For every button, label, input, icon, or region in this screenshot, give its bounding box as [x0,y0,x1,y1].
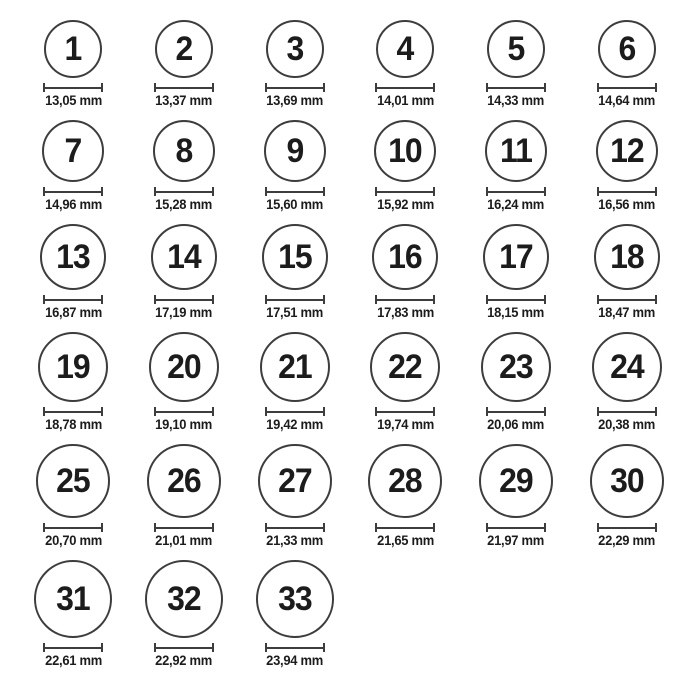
measure-tick-right-icon [433,295,435,304]
ring-size-number: 8 [175,132,193,170]
measure-line [265,87,325,89]
measure-tick-right-icon [544,83,546,92]
measure-tick-right-icon [655,523,657,532]
ring-size-number: 14 [167,238,201,276]
ring-circle [36,444,110,518]
ring-size-cell [129,560,240,668]
diameter-label: 14,64 mm [598,93,656,108]
ring-size-number: 28 [388,462,423,500]
ring-circle [368,444,442,518]
ring-circle [40,224,106,290]
ring-circle [372,224,438,290]
ring-circle [153,120,215,182]
ring-size-number: 29 [499,462,533,500]
ring-size-cell [239,224,350,320]
ring-size-cell [461,444,572,548]
measure-tick-right-icon [433,83,435,92]
ring-circle [145,560,223,638]
ring-size-cell [571,120,682,212]
diameter-measure-line [43,187,103,196]
ring-size-number: 11 [500,132,532,170]
measure-line [486,299,546,301]
ring-circle [151,224,217,290]
measure-line [486,191,546,193]
ring-circle [258,444,332,518]
ring-size-number: 2 [175,30,193,68]
diameter-measure-line [154,83,214,92]
ring-size-cell [129,224,240,320]
ring-circle [592,332,662,402]
ring-size-cell [239,120,350,212]
measure-line [375,87,435,89]
diameter-label: 20,06 mm [487,417,545,432]
diameter-label: 19,42 mm [266,417,324,432]
diameter-label: 18,15 mm [487,305,545,320]
ring-size-cell [571,332,682,432]
diameter-measure-line [486,523,546,532]
measure-line [597,191,657,193]
diameter-label: 13,69 mm [266,93,324,108]
ring-circle [262,224,328,290]
ring-circle [598,20,656,78]
diameter-label: 13,37 mm [155,93,213,108]
diameter-measure-line [486,83,546,92]
ring-circle [485,120,547,182]
diameter-measure-line [375,83,435,92]
measure-line [43,191,103,193]
measure-line [265,527,325,529]
diameter-measure-line [597,407,657,416]
measure-tick-right-icon [101,83,103,92]
ring-size-cell [129,20,240,108]
ring-size-cell [350,332,461,432]
diameter-measure-line [265,407,325,416]
measure-line [265,191,325,193]
ring-size-cell [461,224,572,320]
ring-size-number: 5 [507,30,525,68]
diameter-measure-line [265,643,325,652]
diameter-measure-line [265,187,325,196]
measure-line [265,647,325,649]
measure-tick-right-icon [655,187,657,196]
ring-size-number: 3 [286,30,304,68]
ring-size-number: 19 [56,348,91,386]
measure-tick-right-icon [433,407,435,416]
ring-size-number: 21 [277,348,312,386]
ring-size-number: 12 [609,132,644,170]
ring-size-number: 17 [499,238,533,276]
measure-tick-right-icon [101,523,103,532]
ring-size-cell [18,224,129,320]
measure-line [597,527,657,529]
ring-circle [374,120,436,182]
ring-size-number: 4 [396,30,414,68]
measure-tick-right-icon [433,523,435,532]
measure-tick-right-icon [544,523,546,532]
ring-circle [370,332,440,402]
ring-size-cell [461,332,572,432]
ring-size-number: 7 [64,132,82,170]
ring-size-number: 6 [618,30,636,68]
diameter-label: 15,28 mm [155,197,213,212]
diameter-measure-line [486,295,546,304]
measure-line [265,299,325,301]
measure-tick-right-icon [212,523,214,532]
ring-size-number: 26 [167,462,201,500]
measure-line [375,299,435,301]
ring-circle [266,20,324,78]
measure-line [265,411,325,413]
ring-size-number: 10 [388,132,423,170]
diameter-label: 19,74 mm [376,417,434,432]
diameter-label: 17,51 mm [266,305,324,320]
measure-tick-right-icon [655,295,657,304]
diameter-label: 22,29 mm [598,533,656,548]
diameter-measure-line [597,523,657,532]
measure-line [375,411,435,413]
measure-tick-right-icon [212,643,214,652]
ring-circle [147,444,221,518]
diameter-measure-line [43,83,103,92]
diameter-measure-line [154,407,214,416]
measure-tick-right-icon [212,83,214,92]
ring-size-cell [18,20,129,108]
ring-size-cell [239,560,350,668]
diameter-measure-line [265,83,325,92]
ring-size-number: 31 [56,580,91,618]
ring-size-cell [18,120,129,212]
diameter-measure-line [154,523,214,532]
diameter-measure-line [597,295,657,304]
ring-size-number: 33 [277,580,312,618]
measure-tick-right-icon [101,295,103,304]
diameter-label: 22,92 mm [155,653,213,668]
ring-size-number: 20 [167,348,201,386]
ring-circle [38,332,108,402]
ring-size-cell [350,20,461,108]
diameter-label: 21,97 mm [487,533,545,548]
ring-size-cell [129,332,240,432]
ring-size-number: 9 [286,132,304,170]
diameter-measure-line [43,295,103,304]
diameter-label: 18,47 mm [598,305,656,320]
diameter-measure-line [265,295,325,304]
ring-size-cell [239,20,350,108]
ring-size-cell [461,120,572,212]
ring-size-cell [571,224,682,320]
measure-line [43,527,103,529]
ring-circle [264,120,326,182]
diameter-measure-line [43,407,103,416]
diameter-measure-line [375,407,435,416]
measure-line [43,87,103,89]
diameter-measure-line [375,295,435,304]
ring-circle [487,20,545,78]
ring-circle [590,444,664,518]
diameter-measure-line [597,187,657,196]
measure-line [597,87,657,89]
diameter-label: 20,70 mm [44,533,102,548]
diameter-measure-line [597,83,657,92]
measure-line [154,647,214,649]
measure-tick-right-icon [323,187,325,196]
diameter-label: 22,61 mm [44,653,102,668]
diameter-measure-line [43,523,103,532]
ring-size-number: 18 [609,238,644,276]
ring-size-cell [571,444,682,548]
measure-tick-right-icon [212,295,214,304]
ring-circle [483,224,549,290]
diameter-measure-line [375,523,435,532]
measure-line [154,87,214,89]
diameter-measure-line [486,187,546,196]
measure-line [375,527,435,529]
ring-size-cell [350,444,461,548]
ring-size-number: 22 [388,348,423,386]
ring-circle [481,332,551,402]
ring-size-number: 25 [56,462,91,500]
ring-size-number: 32 [167,580,201,618]
measure-line [597,411,657,413]
ring-circle [376,20,434,78]
measure-tick-right-icon [323,295,325,304]
measure-tick-right-icon [212,407,214,416]
measure-tick-right-icon [101,643,103,652]
ring-size-number: 30 [609,462,644,500]
diameter-measure-line [154,295,214,304]
ring-size-cell [239,444,350,548]
ring-circle [479,444,553,518]
diameter-label: 15,92 mm [376,197,434,212]
ring-circle [594,224,660,290]
ring-size-number: 27 [277,462,312,500]
diameter-label: 23,94 mm [266,653,324,668]
diameter-label: 21,33 mm [266,533,324,548]
measure-line [154,191,214,193]
measure-line [43,299,103,301]
ring-size-number: 16 [388,238,423,276]
diameter-label: 13,05 mm [44,93,102,108]
ring-size-cell [18,560,129,668]
measure-line [43,411,103,413]
ring-size-number: 13 [56,238,91,276]
ring-size-cell [350,120,461,212]
ring-size-cell [18,444,129,548]
ring-circle [149,332,219,402]
ring-size-number: 23 [499,348,533,386]
diameter-label: 16,87 mm [44,305,102,320]
diameter-measure-line [375,187,435,196]
measure-tick-right-icon [433,187,435,196]
diameter-label: 14,33 mm [487,93,545,108]
ring-size-cell [239,332,350,432]
ring-size-cell [18,332,129,432]
measure-tick-right-icon [101,187,103,196]
diameter-measure-line [265,523,325,532]
ring-size-cell [461,20,572,108]
ring-size-cell [571,20,682,108]
measure-line [597,299,657,301]
diameter-label: 14,01 mm [376,93,434,108]
ring-circle [44,20,102,78]
diameter-label: 16,24 mm [487,197,545,212]
diameter-label: 19,10 mm [155,417,213,432]
diameter-label: 17,83 mm [376,305,434,320]
diameter-measure-line [154,643,214,652]
ring-circle [34,560,112,638]
measure-line [154,411,214,413]
measure-line [154,527,214,529]
diameter-label: 14,96 mm [44,197,102,212]
ring-size-number: 24 [609,348,644,386]
measure-tick-right-icon [544,295,546,304]
measure-tick-right-icon [544,187,546,196]
diameter-measure-line [486,407,546,416]
ring-circle [155,20,213,78]
ring-size-number: 15 [277,238,312,276]
measure-tick-right-icon [323,523,325,532]
measure-line [486,87,546,89]
measure-line [486,527,546,529]
diameter-label: 17,19 mm [155,305,213,320]
measure-line [486,411,546,413]
measure-tick-right-icon [655,407,657,416]
ring-size-cell [350,224,461,320]
measure-tick-right-icon [101,407,103,416]
diameter-label: 16,56 mm [598,197,656,212]
measure-tick-right-icon [655,83,657,92]
diameter-measure-line [43,643,103,652]
measure-tick-right-icon [544,407,546,416]
measure-tick-right-icon [212,187,214,196]
ring-size-number: 1 [64,30,82,68]
diameter-label: 18,78 mm [44,417,102,432]
measure-line [43,647,103,649]
measure-line [375,191,435,193]
measure-tick-right-icon [323,83,325,92]
ring-circle [260,332,330,402]
ring-circle [256,560,334,638]
ring-circle [42,120,104,182]
measure-line [154,299,214,301]
ring-size-cell [129,120,240,212]
ring-circle [596,120,658,182]
diameter-measure-line [154,187,214,196]
measure-tick-right-icon [323,643,325,652]
diameter-label: 21,01 mm [155,533,213,548]
diameter-label: 20,38 mm [598,417,656,432]
diameter-label: 15,60 mm [266,197,324,212]
diameter-label: 21,65 mm [376,533,434,548]
ring-size-cell [129,444,240,548]
measure-tick-right-icon [323,407,325,416]
